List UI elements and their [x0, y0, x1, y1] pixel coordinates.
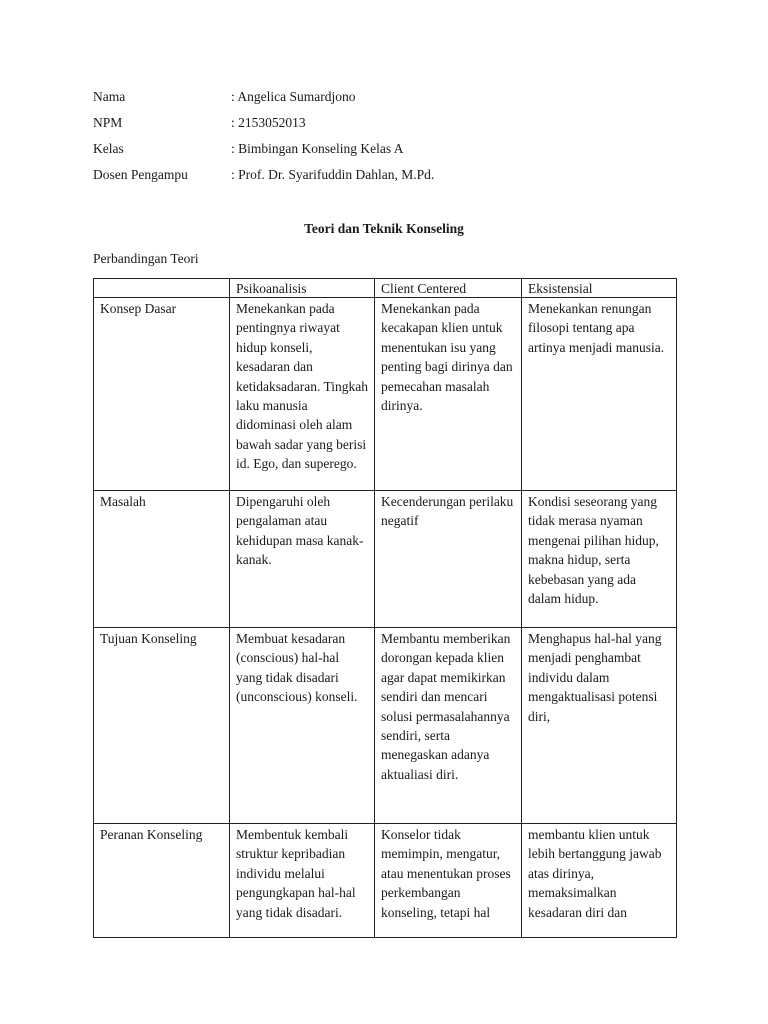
student-info: [93, 86, 434, 190]
table-cell: Membuat kesadaran (conscious) hal-hal yang tidak disadari (unconscious) konseli.: [230, 628, 375, 824]
header-cell: Client Centered: [375, 279, 522, 298]
header-cell: Eksistensial: [522, 279, 677, 298]
header-cell: Psikoanalisis: [230, 279, 375, 298]
table-cell: membantu klien untuk lebih bertanggung jawab atas dirinya, memaksimalkan kesadaran diri dan: [522, 824, 677, 938]
table-cell: Dipengaruhi oleh pengalaman atau kehidupan masa kanak-kanak.: [230, 491, 375, 628]
table-row: [94, 824, 677, 938]
row-label: Tujuan Konseling: [94, 628, 230, 824]
info-row-dosen: [93, 164, 434, 190]
header-cell: [94, 279, 230, 298]
row-label: Peranan Konseling: [94, 824, 230, 938]
info-value: : Angelica Sumardjono: [231, 89, 356, 104]
table-row: [94, 298, 677, 491]
comparison-table: [93, 278, 677, 938]
section-label: Perbandingan Teori: [93, 251, 199, 266]
info-value: : Prof. Dr. Syarifuddin Dahlan, M.Pd.: [231, 167, 435, 182]
table-cell: Kecenderungan perilaku negatif: [375, 491, 522, 628]
info-row-kelas: [93, 138, 434, 164]
info-value: : 2153052013: [231, 115, 306, 130]
table-cell: Kondisi seseorang yang tidak merasa nyaman mengenai pilihan hidup, makna hidup, serta kebebasan yang ada dalam hidup.: [522, 491, 677, 628]
row-label: Konsep Dasar: [94, 298, 230, 491]
table-cell: Menekankan pada kecakapan klien untuk menentukan isu yang penting bagi dirinya dan pemecahan masalah dirinya.: [375, 298, 522, 491]
table-cell: Menekankan renungan filosopi tentang apa artinya menjadi manusia.: [522, 298, 677, 491]
info-row-nama: [93, 86, 434, 112]
info-label: Kelas: [93, 141, 124, 156]
table-cell: Menekankan pada pentingnya riwayat hidup konseli, kesadaran dan ketidaksadaran. Tingkah laku manusia didominasi oleh alam bawah sadar yang berisi id. Ego, dan superego.: [230, 298, 375, 491]
table-cell: Konselor tidak memimpin, mengatur, atau menentukan proses perkembangan konseling, tetapi hal: [375, 824, 522, 938]
table-row: [94, 628, 677, 824]
info-row-npm: [93, 112, 434, 138]
table-cell: Membentuk kembali struktur kepribadian individu melalui pengungkapan hal-hal yang tidak disadari.: [230, 824, 375, 938]
document-title: Teori dan Teknik Konseling: [304, 221, 464, 236]
info-label: Nama: [93, 89, 126, 104]
table-cell: Membantu memberikan dorongan kepada klien agar dapat memikirkan sendiri dan mencari solusi permasalahannya sendiri, serta menegaskan adanya aktualiasi diri.: [375, 628, 522, 824]
info-label: NPM: [93, 115, 123, 130]
info-value: : Bimbingan Konseling Kelas A: [231, 141, 404, 156]
row-label: Masalah: [94, 491, 230, 628]
table-header-row: [94, 279, 677, 298]
table-cell: Menghapus hal-hal yang menjadi penghambat individu dalam mengaktualisasi potensi diri,: [522, 628, 677, 824]
table-row: [94, 491, 677, 628]
info-label: Dosen Pengampu: [93, 167, 188, 182]
